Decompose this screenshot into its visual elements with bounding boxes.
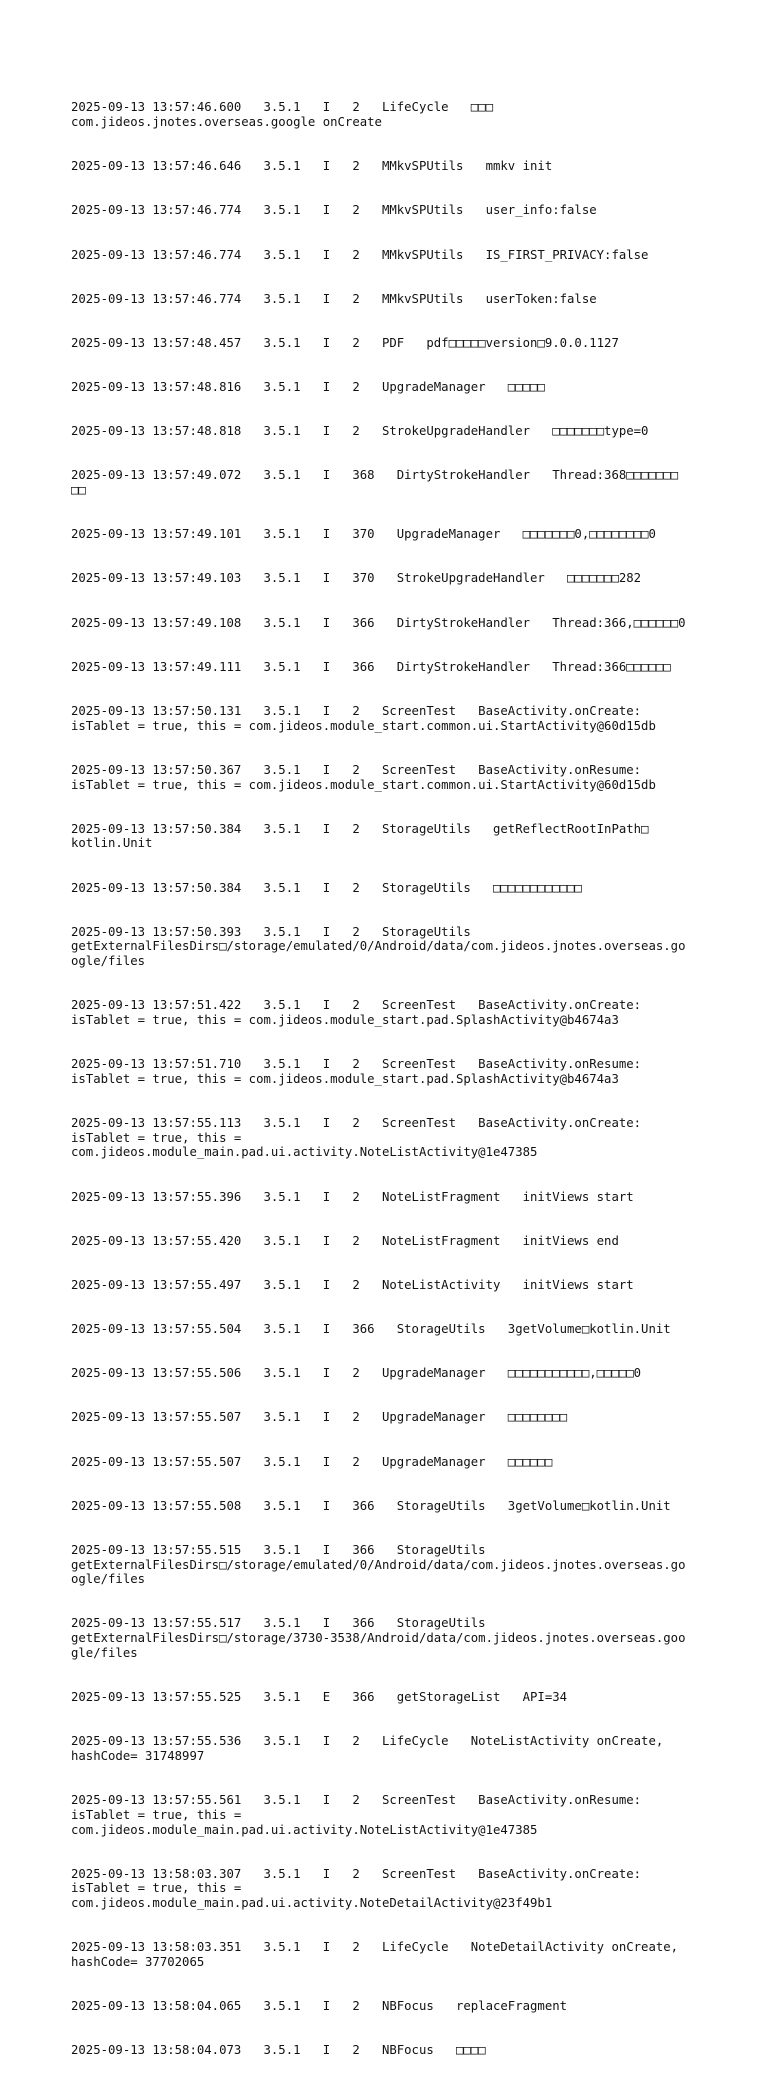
- log-entry: 2025-09-13 13:57:48.818 3.5.1 I 2 StrokeUpgradeHandler □□□□□□□type=0: [71, 424, 649, 439]
- log-entry: 2025-09-13 13:57:55.517 3.5.1 I 366 StorageUtils getExternalFilesDirs□/storage/3730-3538/Android/data/com.jideos.jnotes.overseas.goo gle/files: [71, 1616, 686, 1660]
- log-text: [71, 71, 711, 2087]
- log-entry: 2025-09-13 13:57:49.103 3.5.1 I 370 StrokeUpgradeHandler □□□□□□□282: [71, 571, 642, 586]
- log-entry: 2025-09-13 13:57:50.367 3.5.1 I 2 ScreenTest BaseActivity.onResume: isTablet = true, this = com.jideos.module_start.common.ui.StartActivity@60d15db: [71, 762, 656, 792]
- log-entry: 2025-09-13 13:57:49.101 3.5.1 I 370 UpgradeManager □□□□□□□0,□□□□□□□□0: [71, 527, 656, 542]
- log-entry: 2025-09-13 13:57:51.710 3.5.1 I 2 ScreenTest BaseActivity.onResume: isTablet = true, this = com.jideos.module_start.pad.SplashActivity@b4674a3: [71, 1057, 642, 1086]
- log-entry: 2025-09-13 13:57:55.507 3.5.1 I 2 UpgradeManager □□□□□□□□: [71, 1410, 568, 1425]
- log-entry: 2025-09-13 13:58:03.307 3.5.1 I 2 ScreenTest BaseActivity.onCreate: isTablet = true, this = com.jideos.module_main.pad.ui.activity.NoteDetailActivity@23f49b1: [71, 1866, 642, 1911]
- log-entry: 2025-09-13 13:57:55.515 3.5.1 I 366 StorageUtils getExternalFilesDirs□/storage/emulated/0/Android/data/com.jideos.jnotes.overseas.go ogle/files: [71, 1542, 686, 1587]
- log-entry: 2025-09-13 13:57:55.396 3.5.1 I 2 NoteListFragment initViews start: [71, 1189, 634, 1204]
- log-entry: 2025-09-13 13:57:50.131 3.5.1 I 2 ScreenTest BaseActivity.onCreate: isTablet = true, this = com.jideos.module_start.common.ui.StartActivity@60d15db: [71, 703, 656, 733]
- log-entry: 2025-09-13 13:58:04.065 3.5.1 I 2 NBFocus replaceFragment: [71, 1999, 568, 2014]
- log-entry: 2025-09-13 13:57:48.816 3.5.1 I 2 UpgradeManager □□□□□: [71, 380, 545, 395]
- log-entry: 2025-09-13 13:57:50.393 3.5.1 I 2 StorageUtils getExternalFilesDirs□/storage/emulated/0/Android/data/com.jideos.jnotes.overseas.go ogle/files: [71, 924, 686, 969]
- log-entry: 2025-09-13 13:57:55.507 3.5.1 I 2 UpgradeManager □□□□□□: [71, 1454, 553, 1469]
- log-entry: 2025-09-13 13:57:49.072 3.5.1 I 368 DirtyStrokeHandler Thread:368□□□□□□□ □□: [71, 468, 679, 498]
- log-entry: 2025-09-13 13:57:55.525 3.5.1 E 366 getStorageList API=34: [71, 1690, 568, 1705]
- log-entry: 2025-09-13 13:57:55.536 3.5.1 I 2 LifeCycle NoteListActivity onCreate, hashCode= 31748997: [71, 1734, 664, 1763]
- log-entry: 2025-09-13 13:57:50.384 3.5.1 I 2 StorageUtils □□□□□□□□□□□□: [71, 880, 582, 895]
- log-entry: 2025-09-13 13:57:55.508 3.5.1 I 366 StorageUtils 3getVolume□kotlin.Unit: [71, 1498, 671, 1513]
- log-entry: 2025-09-13 13:57:46.774 3.5.1 I 2 MMkvSPUtils user_info:false: [71, 203, 597, 218]
- log-entry: 2025-09-13 13:58:03.351 3.5.1 I 2 LifeCycle NoteDetailActivity onCreate, hashCode= 37702065: [71, 1940, 679, 1969]
- log-entry: 2025-09-13 13:57:49.111 3.5.1 I 366 DirtyStrokeHandler Thread:366□□□□□□: [71, 659, 671, 674]
- log-entry: 2025-09-13 13:57:55.420 3.5.1 I 2 NoteListFragment initViews end: [71, 1233, 619, 1248]
- log-entry: 2025-09-13 13:57:46.774 3.5.1 I 2 MMkvSPUtils userToken:false: [71, 291, 597, 306]
- log-entry: 2025-09-13 13:57:50.384 3.5.1 I 2 StorageUtils getReflectRootInPath□ kotlin.Unit: [71, 821, 649, 851]
- log-entry: 2025-09-13 13:57:46.774 3.5.1 I 2 MMkvSPUtils IS_FIRST_PRIVACY:false: [71, 247, 649, 262]
- log-entry: 2025-09-13 13:57:55.113 3.5.1 I 2 ScreenTest BaseActivity.onCreate: isTablet = true, this = com.jideos.module_main.pad.ui.activity.NoteListActivity@1e47385: [71, 1116, 642, 1160]
- log-entry: 2025-09-13 13:58:04.073 3.5.1 I 2 NBFocus □□□□: [71, 2043, 486, 2058]
- log-entry: 2025-09-13 13:57:51.422 3.5.1 I 2 ScreenTest BaseActivity.onCreate: isTablet = true, this = com.jideos.module_start.pad.SplashActivity@b4674a3: [71, 998, 642, 1027]
- log-entry: 2025-09-13 13:57:55.504 3.5.1 I 366 StorageUtils 3getVolume□kotlin.Unit: [71, 1322, 671, 1337]
- log-entry: 2025-09-13 13:57:48.457 3.5.1 I 2 PDF pdf□□□□□version□9.0.0.1127: [71, 335, 619, 350]
- log-entry: 2025-09-13 13:57:46.600 3.5.1 I 2 LifeCycle □□□ com.jideos.jnotes.overseas.google onCreate: [71, 100, 493, 130]
- log-entry: 2025-09-13 13:57:55.561 3.5.1 I 2 ScreenTest BaseActivity.onResume: isTablet = true, this = com.jideos.module_main.pad.ui.activity.NoteListActivity@1e47385: [71, 1793, 642, 1837]
- log-entry: 2025-09-13 13:57:49.108 3.5.1 I 366 DirtyStrokeHandler Thread:366,□□□□□□0: [71, 615, 686, 630]
- log-entry: 2025-09-13 13:57:46.646 3.5.1 I 2 MMkvSPUtils mmkv init: [71, 159, 553, 174]
- log-entry: 2025-09-13 13:57:55.497 3.5.1 I 2 NoteListActivity initViews start: [71, 1277, 634, 1292]
- log-entry: 2025-09-13 13:57:55.506 3.5.1 I 2 UpgradeManager □□□□□□□□□□□,□□□□□0: [71, 1366, 642, 1381]
